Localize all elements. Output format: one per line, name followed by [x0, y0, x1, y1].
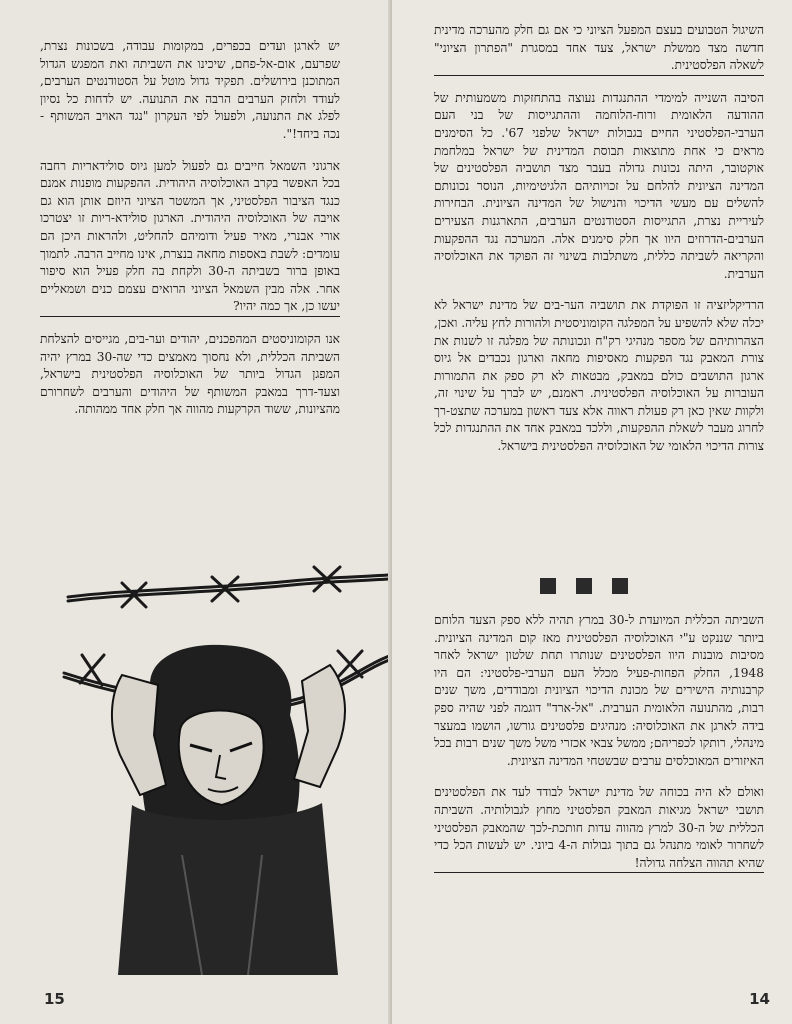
right-text-column-top	[434, 22, 764, 456]
right-paragraph-5: ואולם לא היה בכוחה של מדינת ישראל לבודד לעד את הפלסטינים תושבי ישראל מגיאות המאבק הפלסטיני מחוץ לגבולותיה. השביתה הכללית של ה-30 למרץ מהווה עדות חותכת-לכך שהמאבק הפלסטיני לשחרור לאומי מתנהל גם בתוך גבולות ה-4 ביוני. יש לעשות הכל כדי שהיא תהווה הצלחה גדולה!	[434, 784, 764, 873]
left-paragraph-3: אנו הקומוניסטים המהפכנים, יהודים וער-בים, מגייסים להצלחת השביתה הכללית, ולא נחסוך מאמצים כדי שה-30 במרץ יהיה המפגן הגדול ביותר של האוכלוסיה הפלסטינית בישראל, וצעד-דרך במאבק המשותף של היהודים והערבים לשחרורם מהציונות, ששוד הקרקעות מהווה אך חלק אחד ממהותה.	[40, 331, 340, 417]
page-number-right: 14	[749, 990, 770, 1008]
right-text-column-bottom	[434, 612, 764, 873]
right-paragraph-1: השיגול הטבועים בעצם המפעל הציוני כי אם גם חלק מהערכה מדינית חדשה מצד ממשלת ישראל, צעד אחד במסגרת "הפתרון הציוני" לשאלה הפלסטינית.	[434, 22, 764, 76]
right-paragraph-4: השביתה הכללית המיועדת ל-30 במרץ תהיה ללא ספק הצעד הלוחם ביותר שננקט ע"י האוכלוסיה הפלסטינית מאז קום המדינה הציונית. מסיבות מובנות היוו הפלסטינים שנותרו תחת שלטון ישראל לאחר 1948, החלק הפחות-פעיל מכלל העם הערבי-פלסטיני: הם היו קרבנותיה הישירים של מכונת הדיכוי הציונית ומבודדים, משך שנים רבות, מהתנועה הלאומית הערבית. "אל-ארד" דוגמה לפני שהיה ספק בידה לארגן את האוכלוסיה: מנהיגים פלסטינים גורשו, הושמו במעצר מינהלי, רותקו לכפריהם; ממשל צבאי אכזרי משל משך שנים רבות בכל האיזורים המאוכלסים ערבים שבשטחי המדינה הציונית.	[434, 613, 764, 768]
divider-square	[540, 578, 556, 594]
right-paragraph-3: הרדיקליזציה זו הפוקדת את תושביה הער-בים של מדינת ישראל לא יכלה שלא להשפיע על המפלגה הקומוניסטית ולהורות לחץ עליה. ואכן, הצהרותיהם של מספר מנהיגי רק"ח ונכונותה של מפלגה זו לשנות את צורת המאבק נגד הפקעות מאסיפות מחאה וארגון נכבדים אל גיוס ארגון התושבים כולם במאבק, מבטאות לא רק ספק את התמורות העוברות על האוכלוסיה הפלסטינית. ראמנם, יש לברך על שינוי זה, ולקוות שאין כאן רק פעולת ראווה אלא צעד ראשון במערכה שתצט-רך לחרוג מעבר לשאלת ההפקעות, וללכד במאבק אחד את ההתנגדות לכל צורות הדיכוי הלאומי של האוכלוסיה הפלסטינית בישראל.	[433, 298, 764, 454]
page-number-left: 15	[44, 990, 65, 1008]
barbed-wire-illustration	[62, 555, 392, 975]
section-divider	[540, 578, 628, 594]
left-page	[0, 0, 392, 1024]
left-paragraph-1: יש לארגן ועדים בכפרים, במקומות עבודה, בשכונות נצרת, שפרעם, אום-אל-פחם, שיכינו את השביתה ואת המפגש הגדול המתוכנן בירושלים. תפקיד גדול מוטל על הסטודנטים הערבים, לעודד ולחזק הערבים הרבה את התנועה. יש לדחות כל נסיון לפלג את התנועה, ולפעול לפי העקרון "נגד האויב המשותף - נכה ביחד!".	[40, 39, 340, 141]
left-paragraph-2: ארגוני השמאל חייבים גם לפעול למען גיוס סולידאריות רחבה בכל האפשר בקרב האוכלוסיה היהודית. ההפקעות מופנות אמנם כנגד הציבור הפלסטיני, אך המשטר הציוני היוזם אותן הוא גם אויבה של האוכלוסיה היהודית. הארגון סולידא-ריות זו יצטרכו אורי אבנרי, מאיר פעיל ודומיהם להחליט, ולהראות היכן הם עומדים: לשבת באספות מחאה בנצרת, אינו מחייב הרבה. לתמוך באופן ברור בשביתה ה-30 ולקחת בה חלק פעיל הוא סיפור אחר. אלה מבין השמאל הציוני הרואים עצמם כנים ושמאליים יעשו כן, אך כמה יהיו?	[40, 158, 340, 317]
divider-square	[612, 578, 628, 594]
right-paragraph-2: הסיבה השנייה למימדי ההתנגדות נעוצה בהתחזקות משמעותית של ההודעה הלאומית ורוח-הלוחמה וההתגייסות של בני העם הערבי-הפלסטיני החיים בגבולות ישראל שלפני 67'. כל הסימנים מראים כי אחת מתוצאות תבוסת המדינית של ישראל במלחמת אוקטובר, היתה נכונות גדולה בעבר מצד תושביה הפלסטינים של המדינה הציונית להלחם על זכויותיהם הלגיטימיות, הנוסר נכונותם להשלים עם מעשי הדיכוי והנישול של המדינה הציונית. הבחירות לעיריית נצרת, התגייסות הסטודנטים הערבים, התארגנות הצעירים הערבים-הדרוזים היוו אך חלק סימנים אלה. המערכה נגד ההפקעות והקריאה לשביתה כללית, משתלבות בשינוי זה הפוקד את האוכלוסיה הערבית.	[434, 90, 764, 281]
left-text-column	[40, 38, 340, 419]
divider-square	[576, 578, 592, 594]
right-page	[392, 0, 792, 1024]
